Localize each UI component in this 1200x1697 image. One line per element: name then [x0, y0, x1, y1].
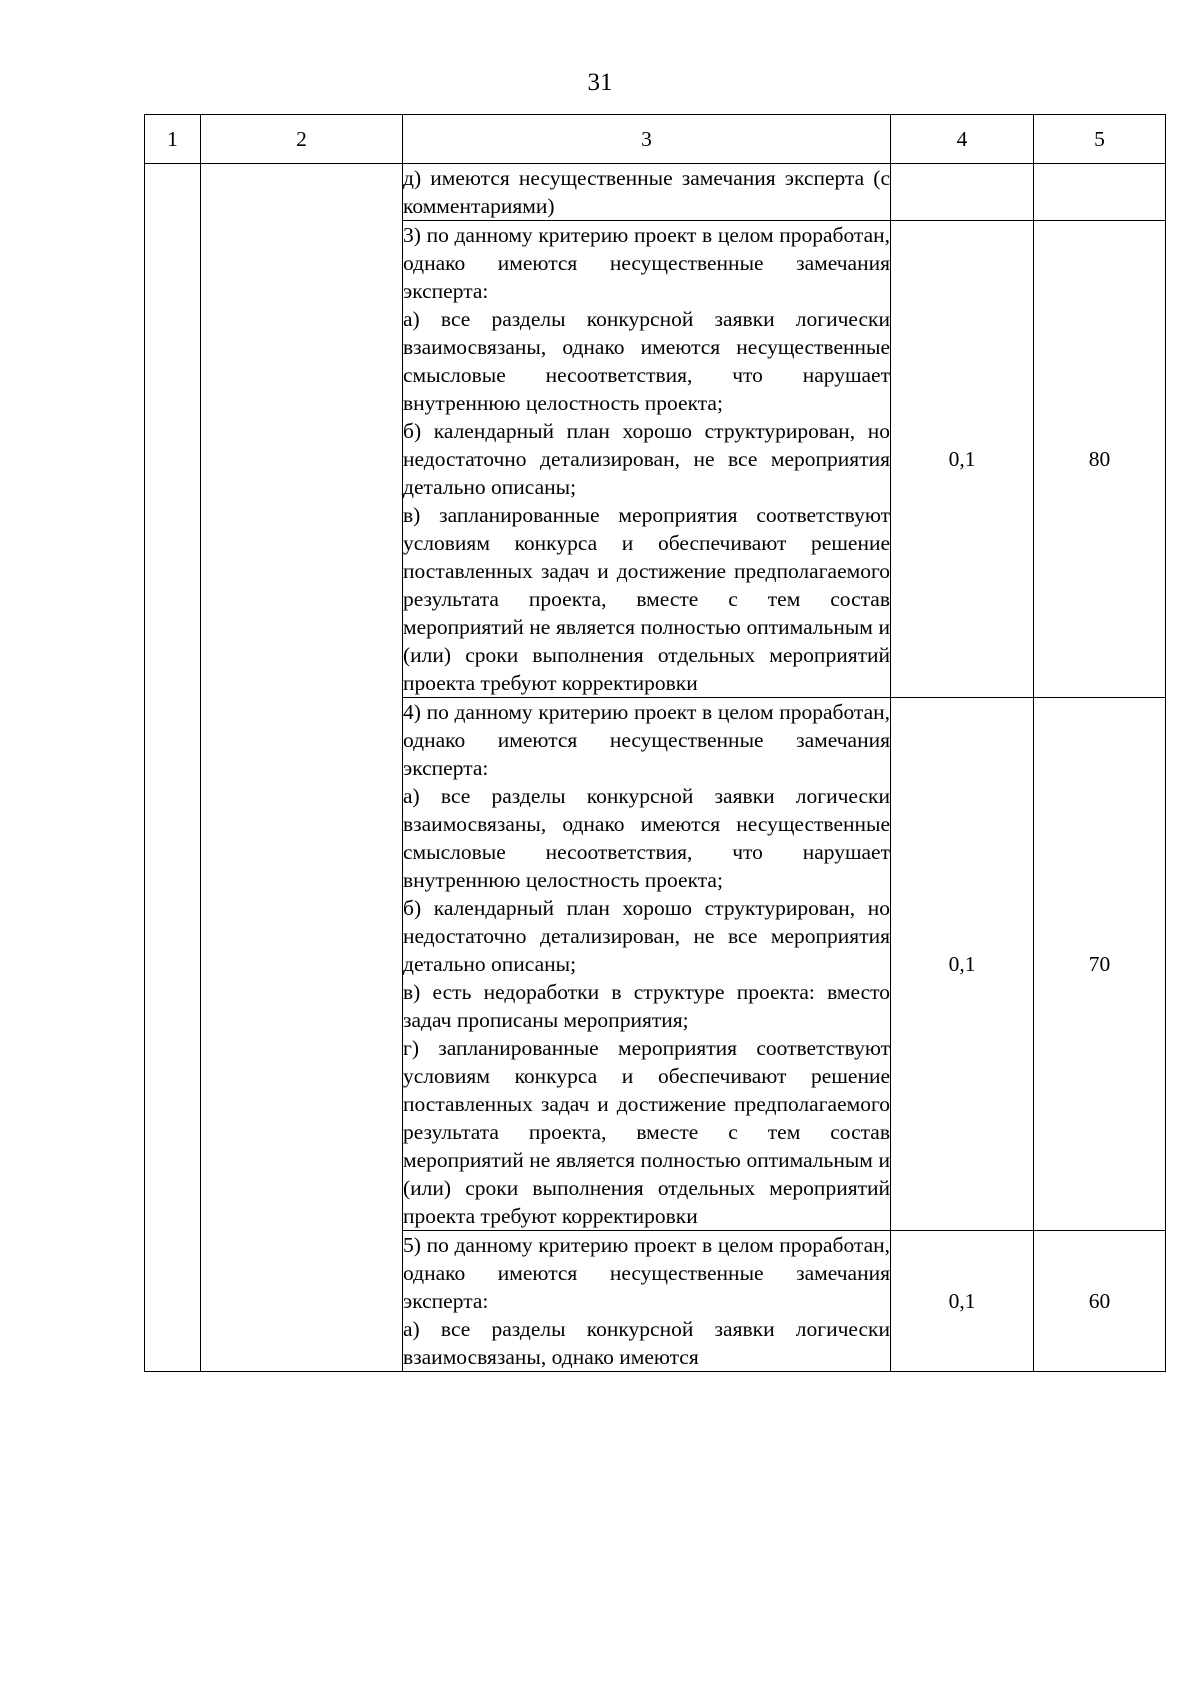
- column-header: 5: [1034, 115, 1166, 164]
- assessment-paragraph: д) имеются несущественные замечания эксперта (с комментариями): [403, 166, 890, 218]
- assessment-paragraph: 5) по данному критерию проект в целом проработан, однако имеются несущественные замечания эксперта:: [403, 1233, 890, 1313]
- assessment-paragraph: г) запланированные мероприятия соответствуют условиям конкурса и обеспечивают решение поставленных задач и достижение предполагаемого результата проекта, вместе с тем состав мероприятий не является полностью оптимальным и (или) сроки выполнения отдельных мероприятий проекта требуют корректировки: [403, 1036, 890, 1228]
- assessment-paragraph: в) запланированные мероприятия соответствуют условиям конкурса и обеспечивают решение поставленных задач и достижение предполагаемого результата проекта, вместе с тем состав мероприятий не является полностью оптимальным и (или) сроки выполнения отдельных мероприятий проекта требуют корректировки: [403, 503, 890, 695]
- page-number: 31: [587, 69, 613, 96]
- column-header: 3: [403, 115, 891, 164]
- assessment-paragraph: а) все разделы конкурсной заявки логически взаимосвязаны, однако имеются: [403, 1317, 890, 1369]
- score-cell: [1034, 164, 1166, 221]
- column-header: 2: [201, 115, 403, 164]
- assessment-paragraph: 4) по данному критерию проект в целом проработан, однако имеются несущественные замечания эксперта:: [403, 700, 890, 780]
- assessment-paragraph: в) есть недоработки в структуре проекта: вместо задач прописаны мероприятия;: [403, 980, 890, 1032]
- assessment-paragraph: а) все разделы конкурсной заявки логически взаимосвязаны, однако имеются несущественные смысловые несоответствия, что нарушает внутреннюю целостность проекта;: [403, 307, 890, 415]
- score-cell: 70: [1034, 698, 1166, 1231]
- table-header-row: [145, 115, 1166, 164]
- assessment-text-cell: [403, 698, 891, 1231]
- coefficient-cell: [891, 164, 1034, 221]
- coefficient-cell: 0,1: [891, 698, 1034, 1231]
- score-cell: 60: [1034, 1231, 1166, 1372]
- assessment-text-cell: [403, 221, 891, 698]
- assessment-paragraph: 3) по данному критерию проект в целом проработан, однако имеются несущественные замечания эксперта:: [403, 223, 890, 303]
- score-cell: 80: [1034, 221, 1166, 698]
- column-header: 1: [145, 115, 201, 164]
- assessment-text-cell: [403, 1231, 891, 1372]
- criterion-number-cell: [145, 164, 201, 1372]
- table-row: [145, 164, 1166, 221]
- assessment-text-cell: [403, 164, 891, 221]
- assessment-paragraph: б) календарный план хорошо структурирован, но недостаточно детализирован, не все мероприятия детально описаны;: [403, 896, 890, 976]
- coefficient-cell: 0,1: [891, 221, 1034, 698]
- criterion-name-cell: [201, 164, 403, 1372]
- assessment-paragraph: а) все разделы конкурсной заявки логически взаимосвязаны, однако имеются несущественные смысловые несоответствия, что нарушает внутреннюю целостность проекта;: [403, 784, 890, 892]
- column-header: 4: [891, 115, 1034, 164]
- assessment-paragraph: б) календарный план хорошо структурирован, но недостаточно детализирован, не все мероприятия детально описаны;: [403, 419, 890, 499]
- criteria-table: [144, 114, 1166, 1372]
- coefficient-cell: 0,1: [891, 1231, 1034, 1372]
